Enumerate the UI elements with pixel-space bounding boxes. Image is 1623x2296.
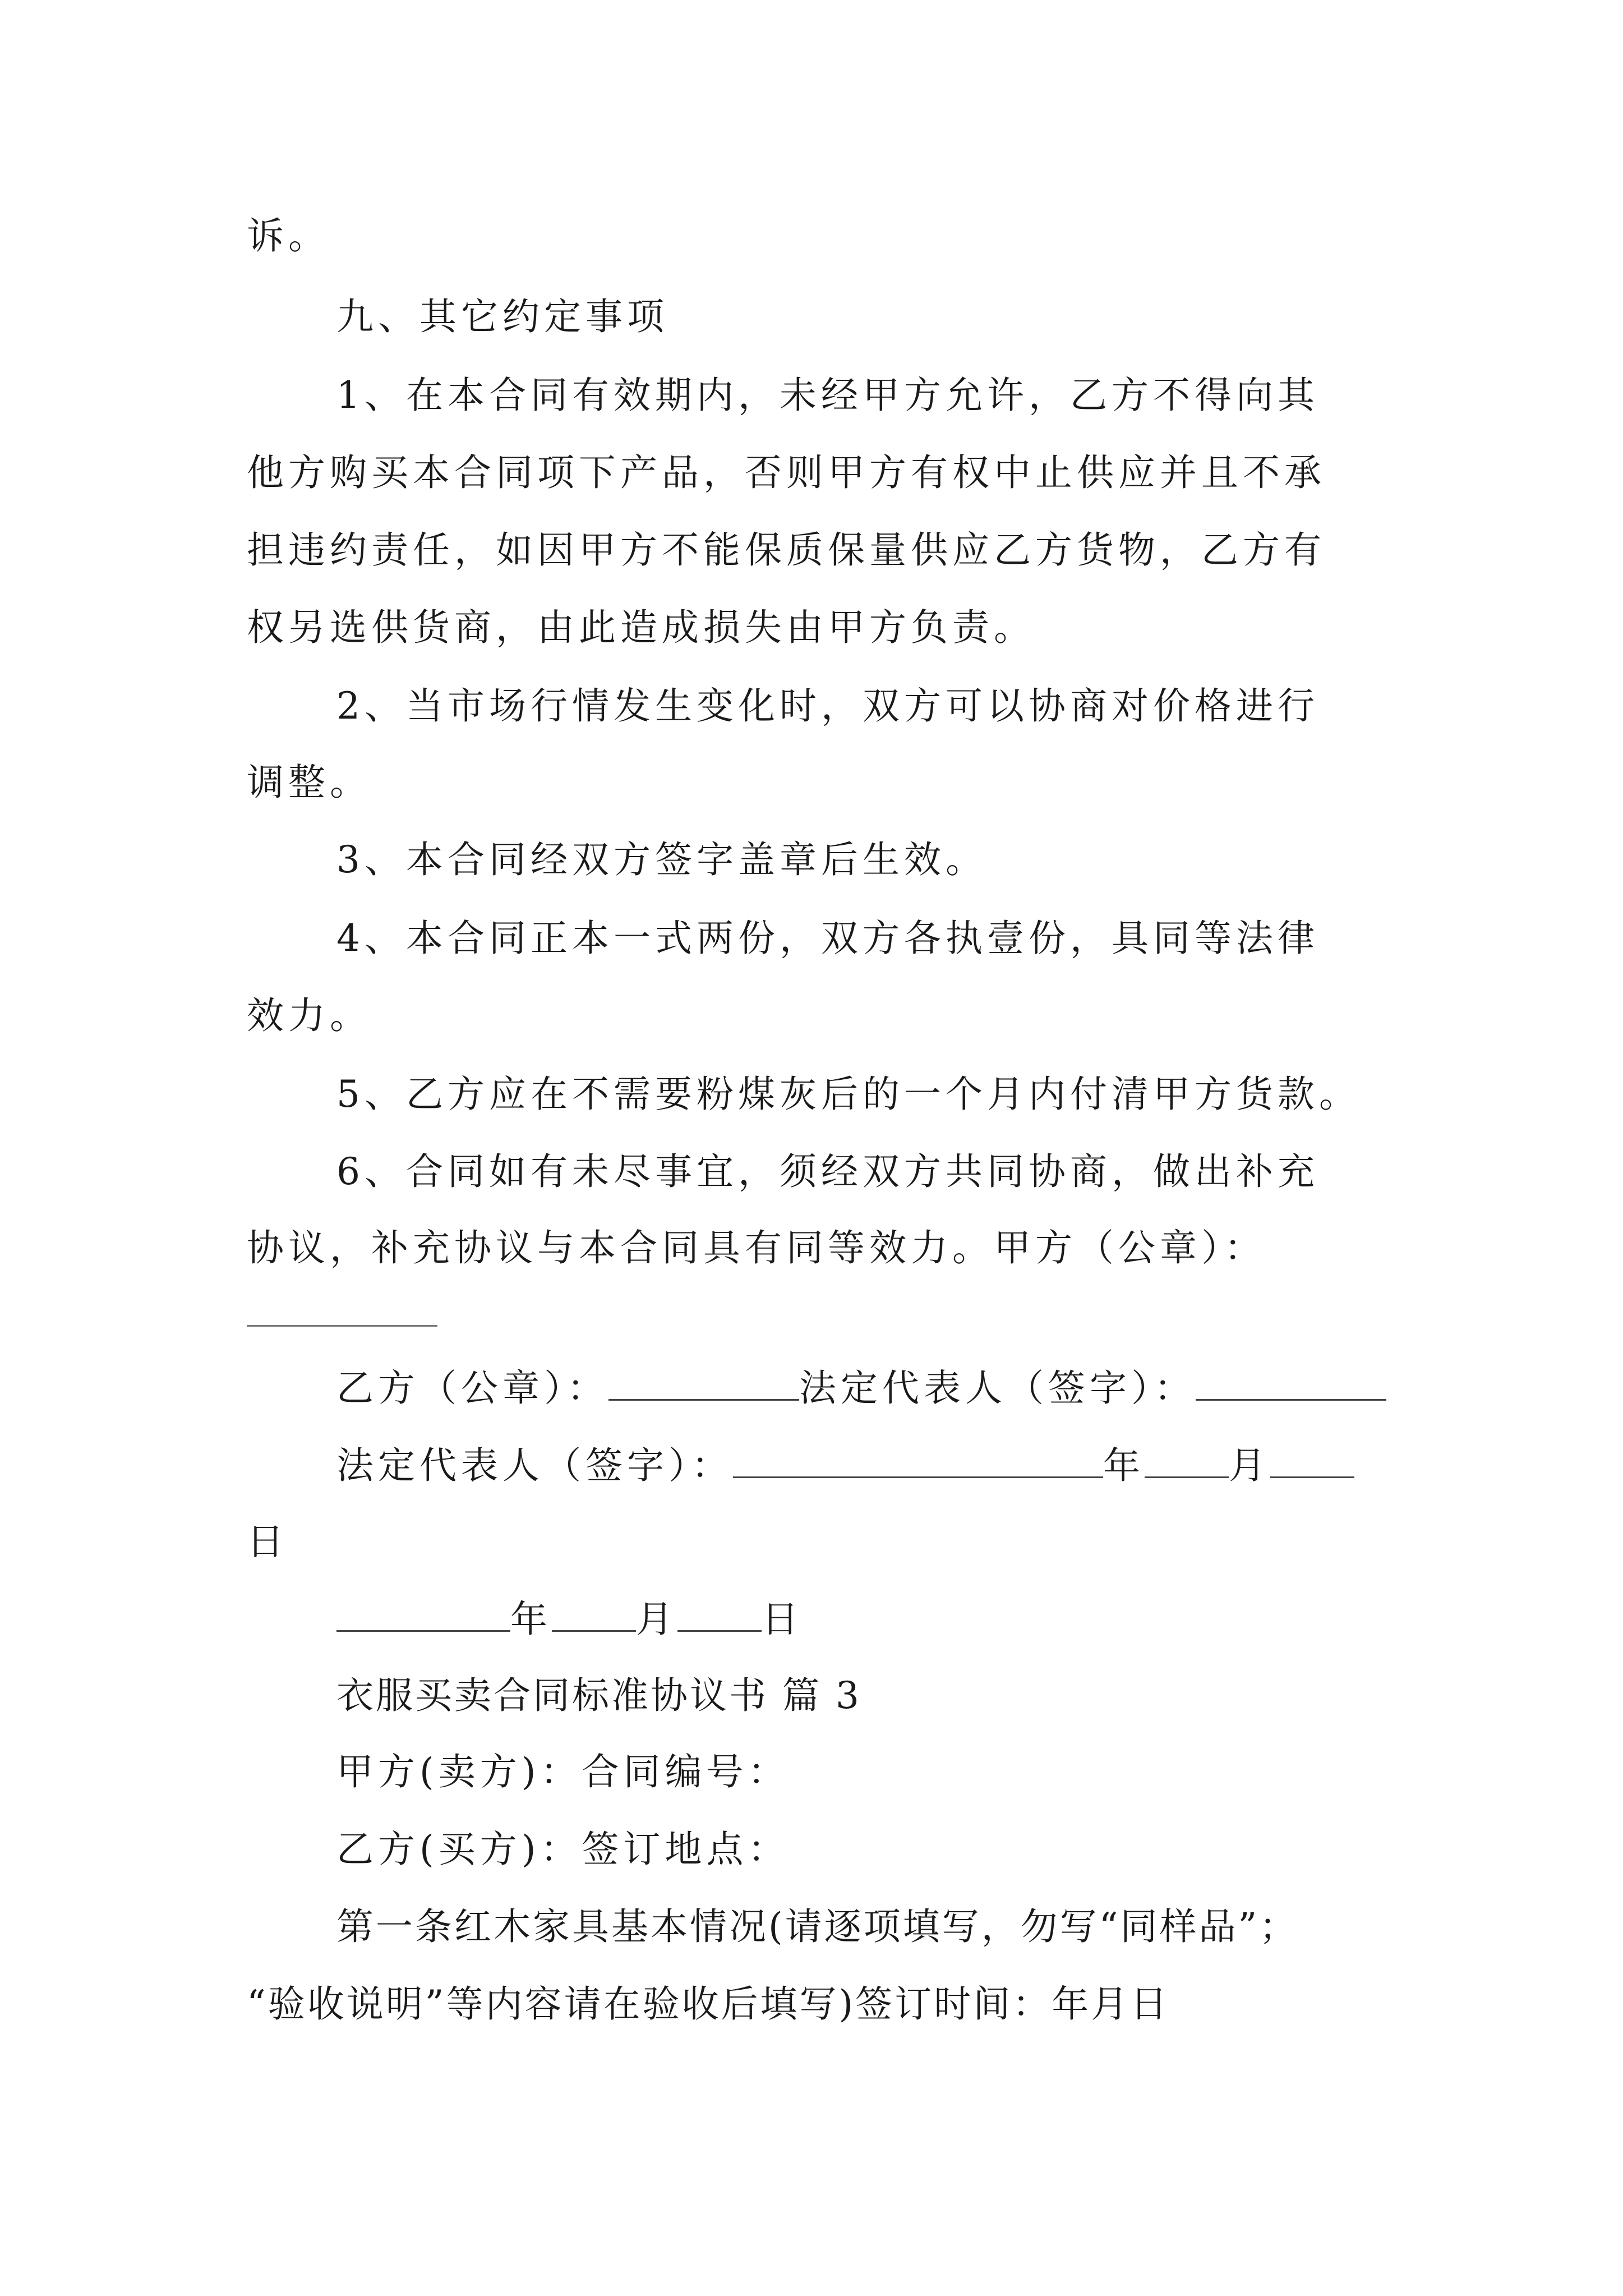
month-label: 月 [636, 1598, 677, 1641]
text-line: 他方购买本合同项下产品，否则甲方有权中止供应并且不承 [247, 451, 1326, 494]
month-label: 月 [1229, 1444, 1270, 1487]
section-title: 衣服买卖合同标准协议书 篇 3 [336, 1674, 861, 1717]
legal-rep-label: 法定代表人（签字）： [799, 1366, 1196, 1410]
text-line: 担违约责任，如因甲方不能保质保量供应乙方货物，乙方有 [247, 528, 1326, 572]
text-line: 权另选供货商，由此造成损失由甲方负责。 [247, 606, 1035, 649]
text-line: 1、在本合同有效期内，未经甲方允许，乙方不得向其 [336, 374, 1319, 417]
month-blank [552, 1600, 636, 1632]
legal-rep-blank [1196, 1369, 1386, 1401]
month-blank [1145, 1446, 1229, 1478]
text-line: 6、合同如有未尽事宜，须经双方共同协商，做出补充 [336, 1150, 1319, 1193]
day-blank [1270, 1446, 1354, 1478]
day-label: 日 [247, 1520, 288, 1563]
text-line: 4、本合同正本一式两份，双方各执壹份，具同等法律 [336, 917, 1319, 960]
section-heading: 九、其它约定事项 [336, 295, 668, 338]
signature-line-party-b [336, 1366, 1386, 1410]
text-line: 5、乙方应在不需要粉煤灰后的一个月内付清甲方货款。 [336, 1073, 1361, 1116]
party-b-buyer-line: 乙方(买方)：签订地点： [336, 1828, 790, 1871]
day-blank [677, 1600, 762, 1632]
year-label: 年 [1103, 1444, 1145, 1487]
text-line: 3、本合同经双方签字盖章后生效。 [336, 838, 987, 881]
party-b-seal-blank [608, 1369, 799, 1401]
legal-rep-label: 法定代表人（签字）： [336, 1444, 733, 1487]
legal-rep-blank [733, 1446, 1103, 1478]
party-b-seal-label: 乙方（公章）： [336, 1366, 608, 1410]
text-line: 调整。 [247, 761, 371, 804]
article-1-line: 第一条红木家具基本情况(请逐项填写，勿写“同样品”； [336, 1905, 1299, 1948]
signature-line-legal-rep [336, 1444, 1354, 1487]
text-line: 协议，补充协议与本合同具有同等效力。甲方（公章）： [247, 1226, 1266, 1269]
text-line: 2、当市场行情发生变化时，双方可以协商对价格进行 [336, 684, 1319, 728]
date-line [336, 1598, 803, 1641]
article-1-line: “验收说明”等内容请在验收后填写)签订时间：年月日 [247, 1982, 1170, 2026]
day-label: 日 [762, 1598, 803, 1641]
signature-blank-party-a [247, 1325, 437, 1327]
text-line: 诉。 [247, 214, 330, 257]
year-blank [336, 1600, 510, 1632]
text-line: 效力。 [247, 994, 371, 1037]
year-label: 年 [510, 1598, 552, 1641]
party-a-seller-line: 甲方(卖方)：合同编号： [336, 1750, 790, 1793]
